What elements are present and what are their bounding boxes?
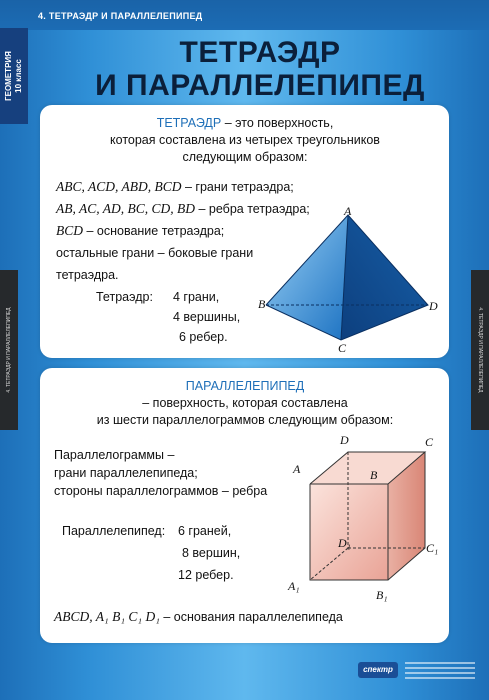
- lateral-line-1: остальные грани – боковые грани: [56, 246, 254, 260]
- faces-line: ABC, ACD, ABD, BCD – грани тетраэдра;: [56, 179, 294, 194]
- title-line-1: ТЕТРАЭДР: [179, 36, 341, 69]
- grade-label: 10 класс: [14, 59, 23, 93]
- vertex-a-label: A: [293, 462, 301, 476]
- vertex-d-label: D: [429, 299, 438, 313]
- tetra-def-rest: – это поверхность,: [221, 116, 334, 130]
- bases-line: ABCD, A₁ B₁ C₁ D₁ – основания параллелепипеда: [54, 609, 343, 624]
- vertex-b1-label: B₁: [376, 588, 388, 602]
- vertex-c-label: C: [425, 435, 434, 449]
- header-bar: [0, 0, 489, 30]
- para-summary-3: 12 ребер.: [178, 568, 234, 582]
- tetra-summary-3: 6 ребер.: [179, 330, 228, 344]
- left-edge-tab: [0, 270, 18, 430]
- page-title: [60, 36, 460, 102]
- vertex-c-label: C: [338, 341, 347, 355]
- tetra-term: ТЕТРАЭДР: [156, 116, 222, 130]
- publisher-logo: спектр: [358, 662, 398, 678]
- para-summary-label: Параллелепипед:: [62, 524, 166, 538]
- tetra-definition: [60, 115, 430, 166]
- tetra-def-line3: следующим образом:: [182, 150, 308, 164]
- vertex-a-label: A: [344, 204, 352, 218]
- para-facts: [54, 446, 267, 500]
- parallelepiped-figure: [300, 446, 435, 598]
- tetrahedron-card: [40, 105, 449, 358]
- para-term: ПАРАЛЛЕЛЕПИПЕД: [185, 379, 305, 393]
- base-line: BCD – основание тетраэдра;: [56, 223, 225, 238]
- right-edge-label: 4. ТЕТРАЭДР И ПАРАЛЛЕЛЕПИПЕД: [477, 307, 483, 393]
- publisher-fine-print: [405, 662, 475, 692]
- edges-line: AB, AC, AD, BC, CD, BD – ребра тетраэдра;: [56, 201, 310, 216]
- para-summary: [62, 520, 241, 582]
- tetra-summary-label: Тетраэдр:: [96, 290, 153, 304]
- para-summary-2: 8 вершин,: [182, 546, 241, 560]
- para-def-line2: из шести параллелограммов следующим образом:: [96, 413, 394, 427]
- para-definition: [60, 378, 430, 429]
- tetrahedron-figure: [258, 205, 448, 357]
- tetra-def-line2: которая составлена из четырех треугольников: [110, 133, 380, 147]
- vertex-d1-label: D₁: [338, 536, 351, 550]
- parallelepiped-card: [40, 368, 449, 643]
- subject-label: ГЕОМЕТРИЯ: [4, 51, 13, 101]
- subject-tab: [0, 28, 28, 124]
- vertex-d-label: D: [340, 433, 349, 447]
- para-summary-1: 6 граней,: [178, 524, 232, 538]
- tetra-summary: [96, 287, 241, 344]
- right-edge-tab: [471, 270, 489, 430]
- para-fact-2: грани параллелепипеда;: [54, 466, 198, 480]
- para-fact-3: стороны параллелограммов – ребра: [54, 484, 268, 498]
- section-title: 4. ТЕТРАЭДР И ПАРАЛЛЕЛЕПИПЕД: [38, 11, 203, 21]
- vertex-c1-label: C₁: [426, 541, 439, 555]
- vertex-b-label: B: [258, 297, 266, 311]
- para-def-line1: – поверхность, которая составлена: [142, 396, 348, 410]
- tetra-summary-1: 4 грани,: [173, 290, 220, 304]
- para-fact-1: Параллелограммы –: [54, 448, 175, 462]
- vertex-b-label: B: [370, 468, 378, 482]
- left-edge-label: 4. ТЕТРАЭДР И ПАРАЛЛЕЛЕПИПЕД: [6, 307, 12, 393]
- title-line-2: И ПАРАЛЛЕЛЕПИПЕД: [95, 69, 425, 102]
- vertex-a1-label: A₁: [288, 579, 300, 593]
- tetra-summary-2: 4 вершины,: [173, 310, 241, 324]
- lateral-line-2: тетраэдра.: [56, 268, 119, 282]
